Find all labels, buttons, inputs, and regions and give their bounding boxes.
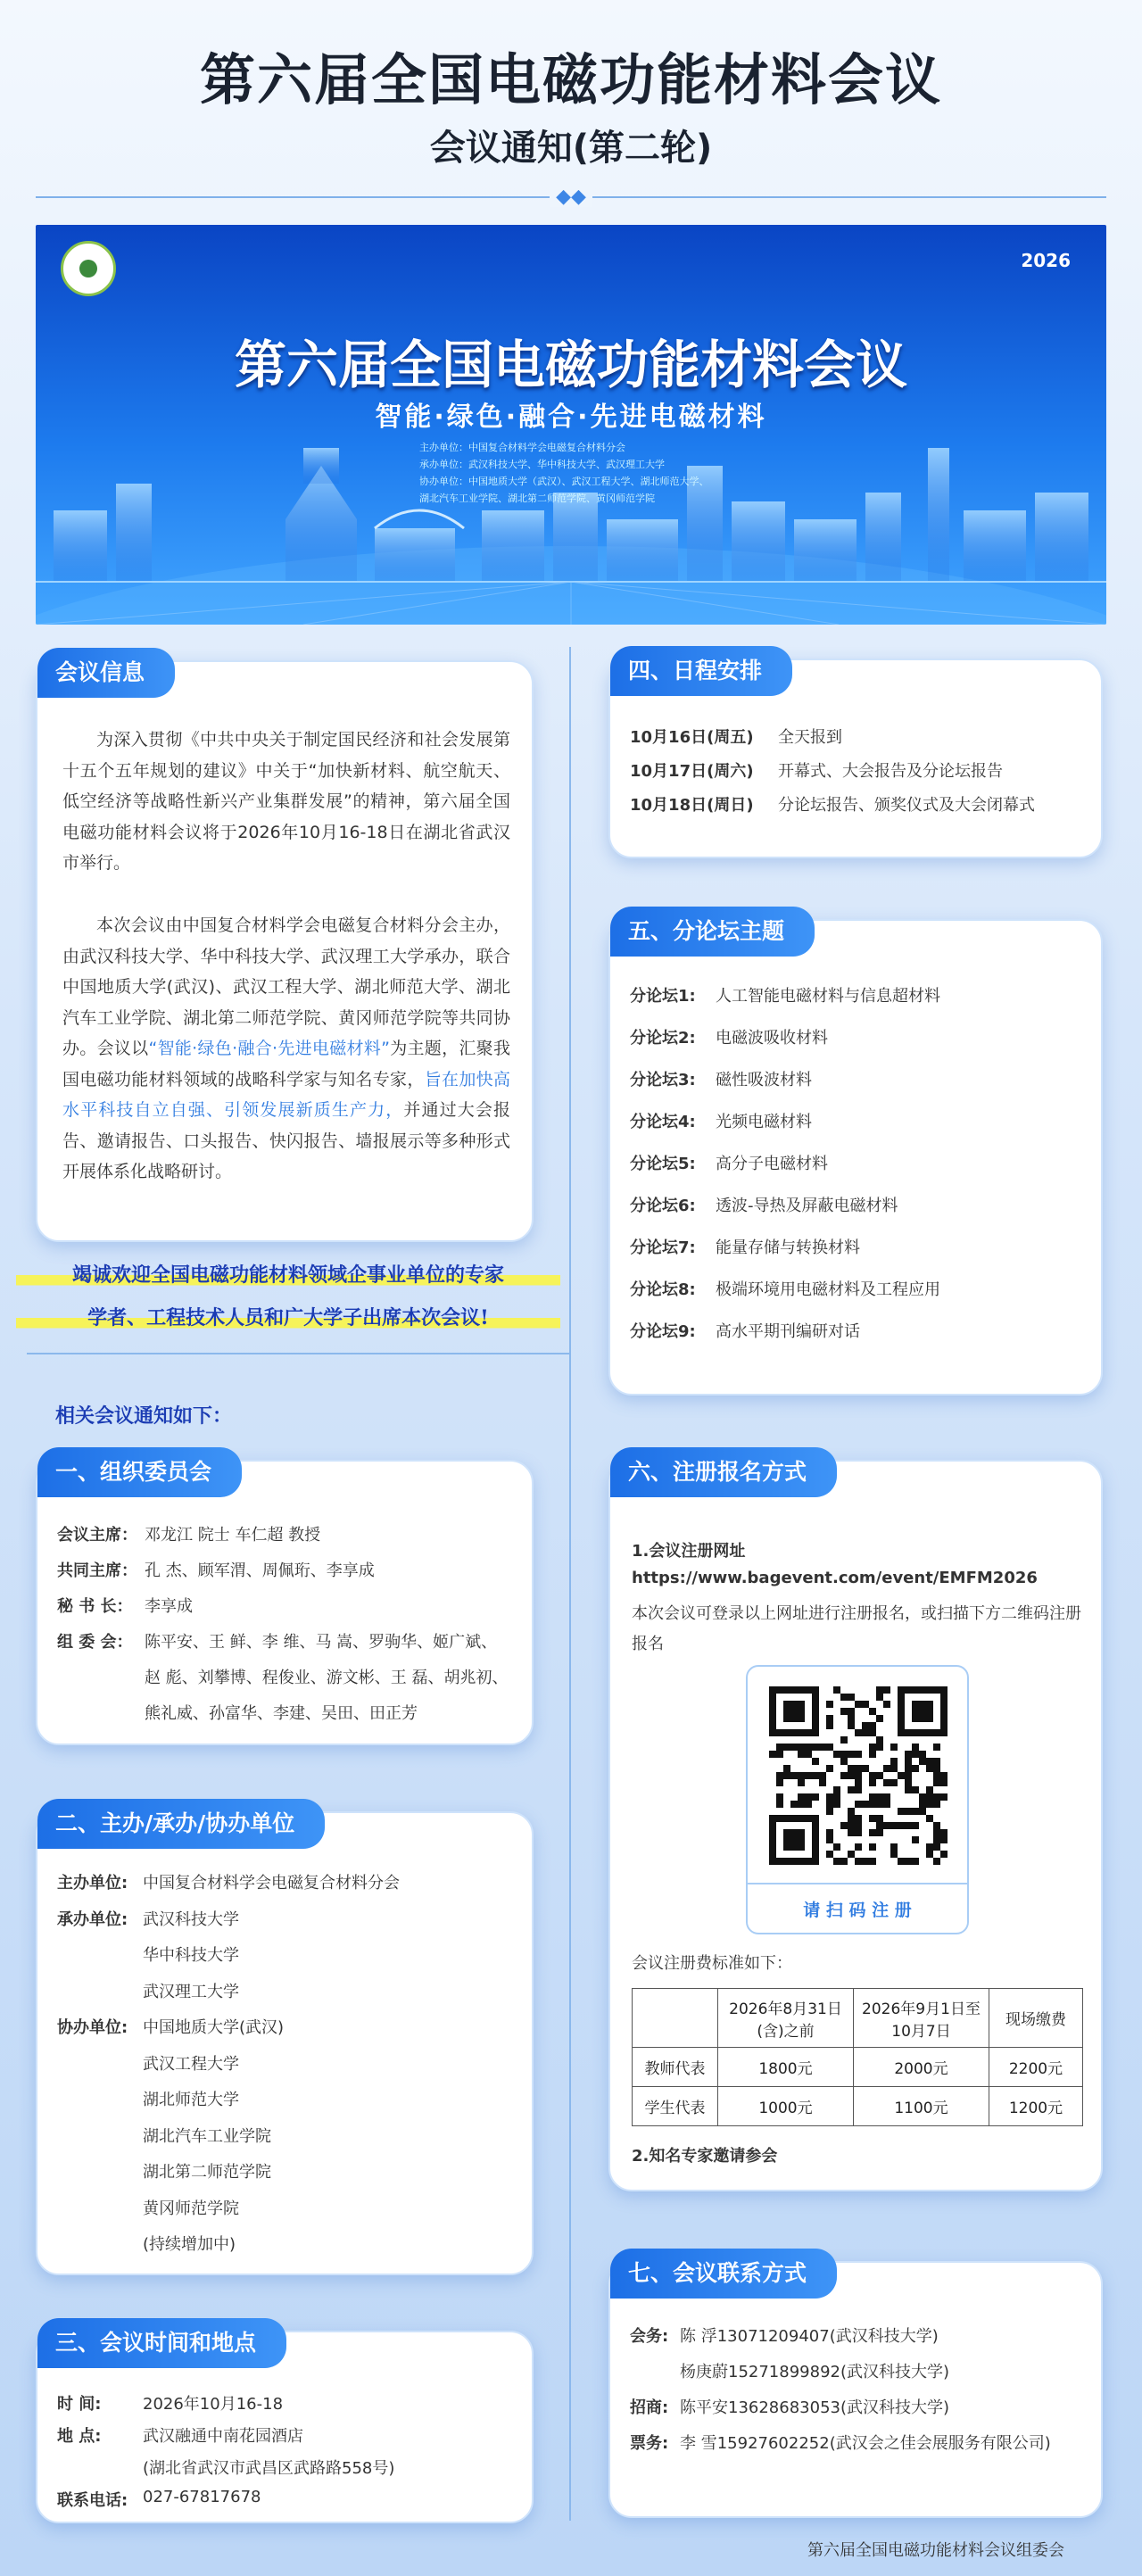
register-sub-2: 2.知名专家邀请参会 (632, 2147, 778, 2166)
section-divider (27, 1353, 569, 1354)
fee-header: 2026年9月1日至10月7日 (854, 1989, 989, 2048)
row-value: 李享成 (145, 1597, 193, 1616)
fee-cell: 教师代表 (633, 2048, 718, 2087)
schedule-date: 10月18日(周日) (630, 796, 754, 815)
banner (36, 225, 1106, 625)
card-schedule (608, 658, 1103, 858)
related-notice-heading: 相关会议通知如下： (55, 1405, 233, 1428)
row-label: 时 间: (57, 2395, 102, 2414)
banner-org-line: 湖北汽车工业学院、湖北第二师范学院、黄冈师范学院 (419, 493, 655, 504)
fee-cell: 1100元 (854, 2087, 989, 2126)
row-value: 武汉融通中南花园酒店 (143, 2427, 303, 2446)
row-label: 会议主席： (57, 1526, 137, 1545)
card-title: 七、会议联系方式 (610, 2249, 837, 2299)
row-label: 分论坛4: (630, 1113, 696, 1131)
row-value: 光频电磁材料 (716, 1113, 812, 1131)
qr-code-card[interactable] (746, 1665, 969, 1934)
row-label: 共同主席： (57, 1561, 137, 1580)
row-value: 高水平期刊编研对话 (716, 1322, 860, 1341)
center-divider (569, 647, 571, 2521)
row-value: 孔 杰、顾军渭、周佩珩、李享成 (145, 1561, 375, 1580)
row-value: 电磁波吸收材料 (716, 1029, 828, 1048)
register-url-link[interactable]: https://www.bagevent.com/event/EMFM2026 (632, 1569, 1038, 1587)
row-value: (持续增加中) (143, 2235, 236, 2254)
row-label: 联系电话: (57, 2491, 128, 2510)
register-sub-1: 1.会议注册网址 (632, 1542, 746, 1561)
info-text: 并通过大会报告、邀请报告、口头报告、快闪报告、墙报展示等多种形式开展体系化战略研讨。 (62, 1100, 510, 1181)
register-description: 本次会议可登录以上网址进行注册报名，或扫描下方二维码注册报名 (632, 1604, 1081, 1653)
row-value: 武汉理工大学 (143, 1982, 239, 2001)
row-value: 赵 彪、刘攀博、程俊业、游文彬、王 磊、胡兆初、 (145, 1669, 509, 1687)
fee-table (632, 1988, 1083, 2126)
row-value: 湖北师范大学 (143, 2091, 239, 2109)
banner-org-line: 协办单位：中国地质大学（武汉）、武汉工程大学、湖北师范大学、 (419, 476, 709, 487)
schedule-date: 10月16日(周五) (630, 728, 754, 747)
row-label: 会务: (630, 2327, 669, 2346)
fee-header: 现场缴费 (989, 1989, 1083, 2048)
row-label: 组 委 会： (57, 1633, 133, 1652)
row-value: 磁性吸波材料 (716, 1071, 812, 1089)
row-value: 极端环境用电磁材料及工程应用 (716, 1280, 940, 1299)
row-value: 027-67817678 (143, 2488, 261, 2506)
schedule-date: 10月17日(周六) (630, 762, 754, 781)
fee-cell: 1000元 (718, 2087, 854, 2126)
row-label: 地 点: (57, 2427, 102, 2446)
row-value: 华中科技大学 (143, 1946, 239, 1965)
row-label: 分论坛9: (630, 1322, 696, 1341)
row-value: 2026年10月16-18 (143, 2395, 284, 2414)
card-hosts (36, 1811, 534, 2275)
row-label: 分论坛2: (630, 1029, 696, 1048)
info-paragraph-1: 为深入贯彻《中共中央关于制定国民经济和社会发展第十五个五年规划的建议》中关于“加快新材料、航空航天、低空经济等战略性新兴产业集群发展”的精神，第六届全国电磁功能材料会议将于2026年10月16-18日在湖北省武汉市举行。 (62, 730, 510, 873)
row-label: 承办单位: (57, 1909, 128, 1929)
row-value: 陈 浮13071209407(武汉科技大学) (680, 2327, 939, 2346)
welcome-line-2: 学者、工程技术人员和广大学子出席本次会议! (16, 1303, 560, 1330)
schedule-event: 开幕式、大会报告及分论坛报告 (778, 762, 1003, 781)
fee-cell: 学生代表 (633, 2087, 718, 2126)
row-value: 杨庚蔚15271899892(武汉科技大学) (680, 2363, 950, 2381)
card-contact (608, 2261, 1103, 2518)
fee-intro: 会议注册费标准如下： (632, 1954, 792, 1973)
card-title: 会议信息 (37, 648, 175, 698)
fee-cell: 1200元 (989, 2087, 1083, 2126)
row-value: 熊礼威、孙富华、李建、吴田、田正芳 (145, 1704, 418, 1723)
qr-label: 请 扫 码 注 册 (803, 1901, 912, 1920)
page-subtitle: 会议通知(第二轮) (429, 128, 713, 169)
row-value: 黄冈师范学院 (143, 2199, 239, 2218)
row-label: 分论坛8: (630, 1280, 696, 1299)
info-theme: “智能·绿色·融合·先进电磁材料” (148, 1039, 390, 1058)
card-title: 六、注册报名方式 (610, 1447, 837, 1497)
row-value: 武汉工程大学 (143, 2054, 239, 2074)
banner-year: 2026 (1021, 250, 1071, 271)
card-forums (608, 919, 1103, 1396)
fee-cell: 2200元 (989, 2048, 1083, 2087)
info-text: 本次会议由中国复合材料学会电磁复合材料分会主办，由武汉科技大学、华中科技大学、武汉理工大学承办，联合中国地质大学(武汉)、武汉工程大学、湖北师范大学、湖北汽车工业学院、湖北第二师范学院、黄冈师范学院等共同协办。会议以 (62, 915, 510, 1058)
diamond-ornament-icon: ◆◆ (550, 186, 592, 207)
page-title: 第六届全国电磁功能材料会议 (199, 47, 942, 112)
row-label: 秘 书 长： (57, 1597, 133, 1616)
society-logo-icon (61, 241, 116, 296)
banner-slogan: 智能·绿色·融合·先进电磁材料 (375, 402, 767, 433)
welcome-line-1: 竭诚欢迎全国电磁功能材料领域企事业单位的专家 (16, 1260, 560, 1288)
row-label: 分论坛7: (630, 1238, 696, 1257)
schedule-event: 分论坛报告、颁奖仪式及大会闭幕式 (778, 796, 1035, 815)
row-value: 高分子电磁材料 (716, 1155, 828, 1173)
info-highlight: 旨在加快高水平科技自立自强、引领发展新质生产力， (62, 1069, 510, 1120)
card-committee (36, 1460, 534, 1745)
card-meeting-info (36, 660, 534, 1242)
card-title: 一、组织委员会 (37, 1447, 242, 1497)
row-value: 中国复合材料学会电磁复合材料分会 (143, 1874, 400, 1893)
row-label: 协办单位: (57, 2018, 128, 2037)
card-title: 四、日程安排 (610, 646, 792, 696)
row-label: 票务: (630, 2434, 669, 2453)
row-value: 陈平安、王 鲜、李 维、马 嵩、罗驹华、姬广斌、 (145, 1633, 498, 1652)
row-value: 陈平安13628683053(武汉科技大学) (680, 2398, 950, 2417)
row-label: 招商: (630, 2398, 669, 2417)
row-value: 透波-导热及屏蔽电磁材料 (716, 1197, 898, 1215)
banner-org-line: 承办单位：武汉科技大学、华中科技大学、武汉理工大学 (419, 459, 665, 470)
fee-header: 2026年8月31日(含)之前 (718, 1989, 854, 2048)
banner-title: 第六届全国电磁功能材料会议 (234, 335, 907, 395)
row-value: 能量存储与转换材料 (716, 1238, 860, 1257)
row-value: 中国地质大学(武汉) (143, 2018, 285, 2037)
row-value: 武汉科技大学 (143, 1909, 239, 1929)
info-paragraph-2 (62, 910, 510, 1188)
info-text: 为主题，汇聚我国电磁功能材料领域的战略科学家与知名专家， (62, 1039, 510, 1089)
fee-cell: 2000元 (854, 2048, 989, 2087)
row-label: 分论坛3: (630, 1071, 696, 1089)
card-venue (36, 2331, 534, 2523)
row-label: 分论坛6: (630, 1197, 696, 1215)
card-title: 五、分论坛主题 (610, 907, 815, 957)
row-label: 分论坛1: (630, 987, 696, 1006)
row-value: 人工智能电磁材料与信息超材料 (716, 987, 940, 1006)
schedule-event: 全天报到 (778, 728, 842, 747)
row-label: 分论坛5: (630, 1155, 696, 1173)
footer-organizer: 第六届全国电磁功能材料会议组委会 (807, 2541, 1064, 2560)
row-value: 湖北汽车工业学院 (143, 2126, 271, 2146)
banner-organizers (419, 439, 709, 507)
row-value: (湖北省武汉市武昌区武路路558号) (143, 2459, 395, 2478)
row-label: 主办单位: (57, 1874, 128, 1893)
card-register (608, 1460, 1103, 2191)
qr-code-icon (769, 1686, 948, 1865)
row-value: 湖北第二师范学院 (143, 2163, 271, 2182)
card-title: 三、会议时间和地点 (37, 2318, 286, 2368)
card-title: 二、主办/承办/协办单位 (37, 1799, 325, 1849)
row-value: 邓龙江 院士 车仁超 教授 (145, 1526, 321, 1545)
fee-cell: 1800元 (718, 2048, 854, 2087)
fee-header (633, 1989, 718, 2048)
row-value: 李 雪15927602252(武汉会之佳会展服务有限公司) (680, 2434, 1051, 2453)
banner-org-line: 主办单位：中国复合材料学会电磁复合材料分会 (419, 442, 625, 453)
